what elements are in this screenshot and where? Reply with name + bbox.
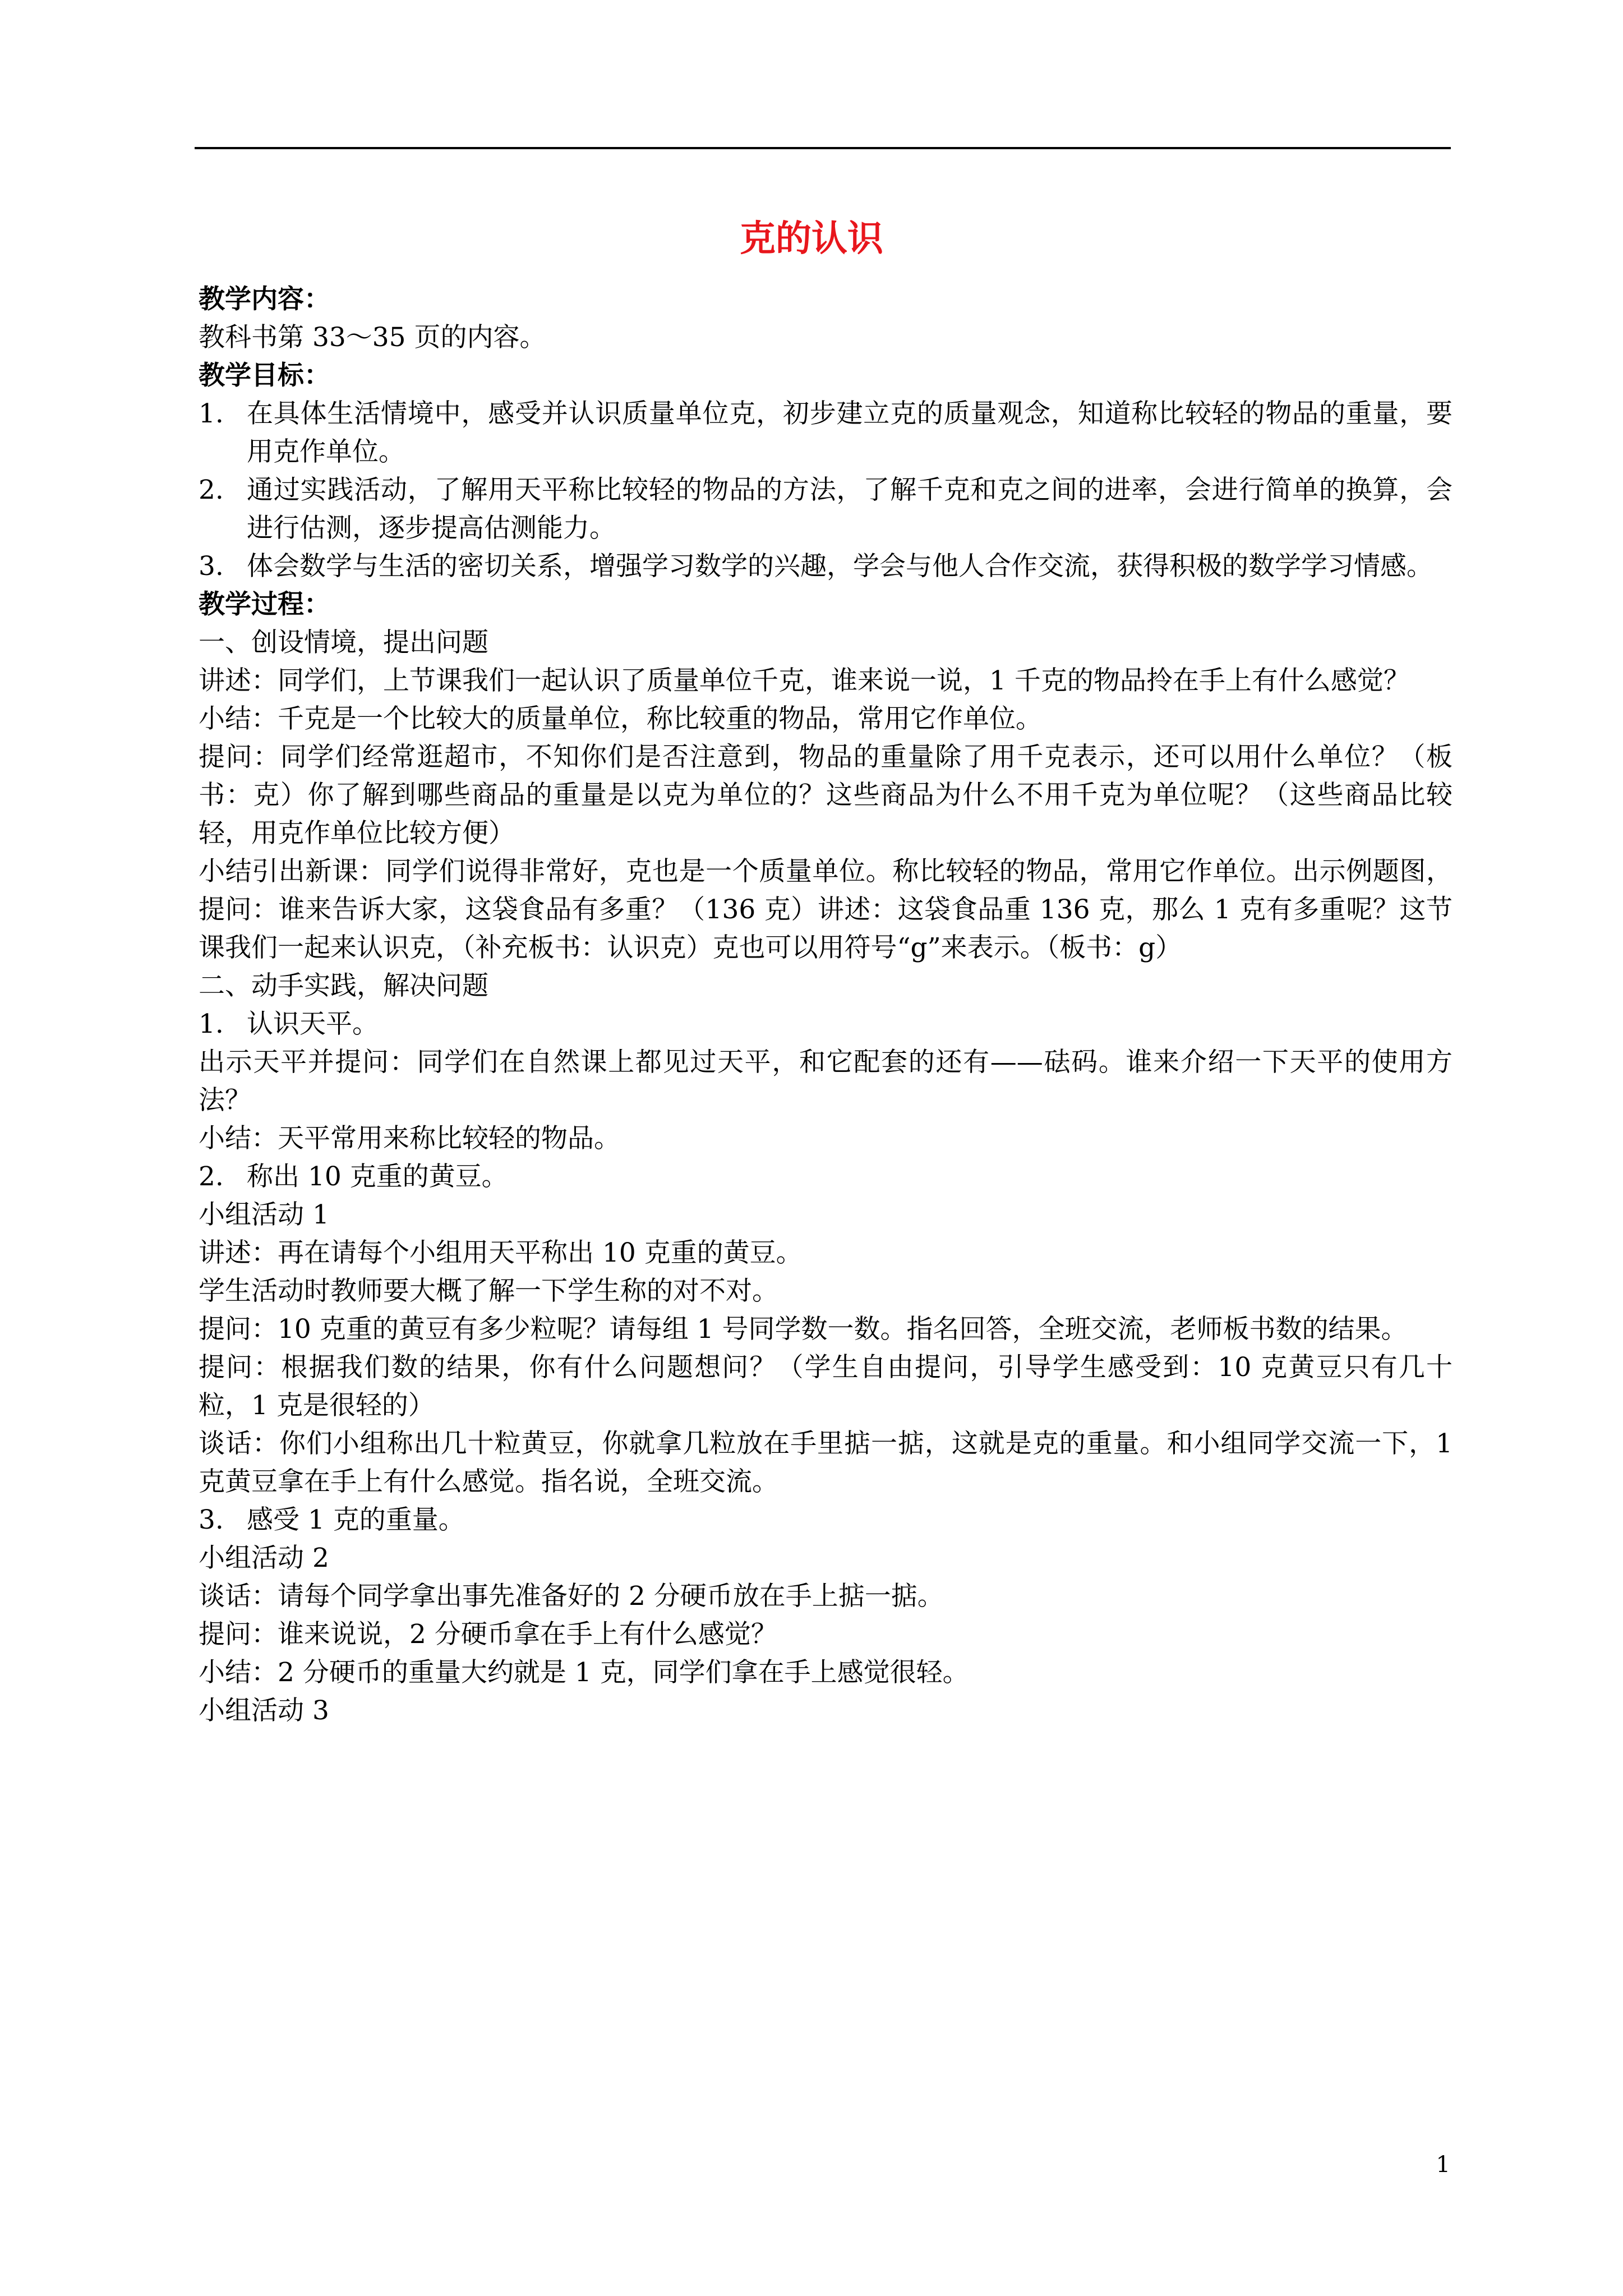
goal-text: 通过实践活动，了解用天平称比较轻的物品的方法，了解千克和克之间的进率，会进行简单的换算，会进行估测，逐步提高估测能力。 [247, 475, 1453, 544]
paragraph: 提问：10 克重的黄豆有多少粒呢？请每组 1 号同学数一数。指名回答，全班交流，老师板书数的结果。 [199, 1314, 1408, 1345]
group-activity-label: 小组活动 2 [199, 1543, 329, 1573]
process-item-number: 3. [199, 1504, 224, 1535]
process-item-text: 称出 10 克重的黄豆。 [247, 1161, 508, 1192]
goal-item [199, 395, 1453, 471]
goal-number: 1. [199, 398, 224, 429]
goal-text: 体会数学与生活的密切关系，增强学习数学的兴趣，学会与他人合作交流，获得积极的数学学习情感。 [247, 551, 1433, 582]
paragraph: 提问：根据我们数的结果，你有什么问题想问？（学生自由提问，引导学生感受到：10 克黄豆只有几十粒，1 克是很轻的） [199, 1352, 1453, 1421]
group-activity-label: 小组活动 1 [199, 1199, 329, 1230]
heading-teaching-goals: 教学目标： [199, 360, 330, 391]
process-item-number: 2. [199, 1161, 224, 1192]
group-activity-label: 小组活动 3 [199, 1695, 329, 1726]
paragraph: 提问：同学们经常逛超市，不知你们是否注意到，物品的重量除了用千克表示，还可以用什么单位？（板书：克）你了解到哪些商品的重量是以克为单位的？这些商品为什么不用千克为单位呢？（这些商品比较轻，用克作单位比较方便） [199, 742, 1453, 849]
paragraph: 小结：2 分硬币的重量大约就是 1 克，同学们拿在手上感觉很轻。 [199, 1657, 969, 1688]
paragraph: 学生活动时教师要大概了解一下学生称的对不对。 [199, 1276, 778, 1306]
paragraph: 提问：谁来说说，2 分硬币拿在手上有什么感觉？ [199, 1619, 777, 1650]
process-item-number: 1. [199, 1009, 224, 1039]
process-item [199, 1501, 1453, 1539]
goal-item [199, 471, 1453, 547]
goal-item [199, 547, 1453, 586]
header-rule [195, 147, 1451, 149]
paragraph: 小结引出新课：同学们说得非常好，克也是一个质量单位。称比较轻的物品，常用它作单位。出示例题图，提问：谁来告诉大家，这袋食品有多重？（136 克）讲述：这袋食品重 136 克，那么 1 克有多重呢？这节课我们一起来认识克，（补充板书：认识克）克也可以用符号“g”来表示。（板书：g） [199, 856, 1453, 963]
document-title: 克的认识 [740, 218, 883, 260]
section1-heading: 一、创设情境，提出问题 [199, 627, 488, 658]
goal-number: 3. [199, 551, 224, 582]
paragraph: 小结：天平常用来称比较轻的物品。 [199, 1123, 620, 1154]
teaching-content-text: 教科书第 33～35 页的内容。 [199, 322, 546, 353]
section2-heading: 二、动手实践，解决问题 [199, 970, 488, 1001]
process-item [199, 1005, 1453, 1043]
goal-number: 2. [199, 475, 224, 505]
heading-teaching-process: 教学过程： [199, 589, 330, 620]
paragraph: 谈话：你们小组称出几十粒黄豆，你就拿几粒放在手里掂一掂，这就是克的重量。和小组同学交流一下，1 克黄豆拿在手上有什么感觉。指名说，全班交流。 [199, 1428, 1453, 1497]
paragraph: 小结：千克是一个比较大的质量单位，称比较重的物品，常用它作单位。 [199, 703, 1042, 734]
heading-teaching-content: 教学内容： [199, 284, 330, 315]
paragraph: 讲述：再在请每个小组用天平称出 10 克重的黄豆。 [199, 1237, 803, 1268]
document-body [199, 280, 1453, 1730]
process-item-text: 感受 1 克的重量。 [247, 1504, 465, 1535]
process-item [199, 1158, 1453, 1196]
paragraph: 谈话：请每个同学拿出事先准备好的 2 分硬币放在手上掂一掂。 [199, 1581, 944, 1612]
process-item-text: 认识天平。 [247, 1009, 379, 1039]
goal-text: 在具体生活情境中，感受并认识质量单位克，初步建立克的质量观念，知道称比较轻的物品的重量，要用克作单位。 [247, 398, 1453, 467]
paragraph: 出示天平并提问：同学们在自然课上都见过天平，和它配套的还有——砝码。谁来介绍一下天平的使用方法？ [199, 1047, 1453, 1116]
paragraph: 讲述：同学们，上节课我们一起认识了质量单位千克，谁来说一说，1 千克的物品拎在手上有什么感觉？ [199, 665, 1410, 696]
page-number: 1 [1436, 2152, 1450, 2178]
